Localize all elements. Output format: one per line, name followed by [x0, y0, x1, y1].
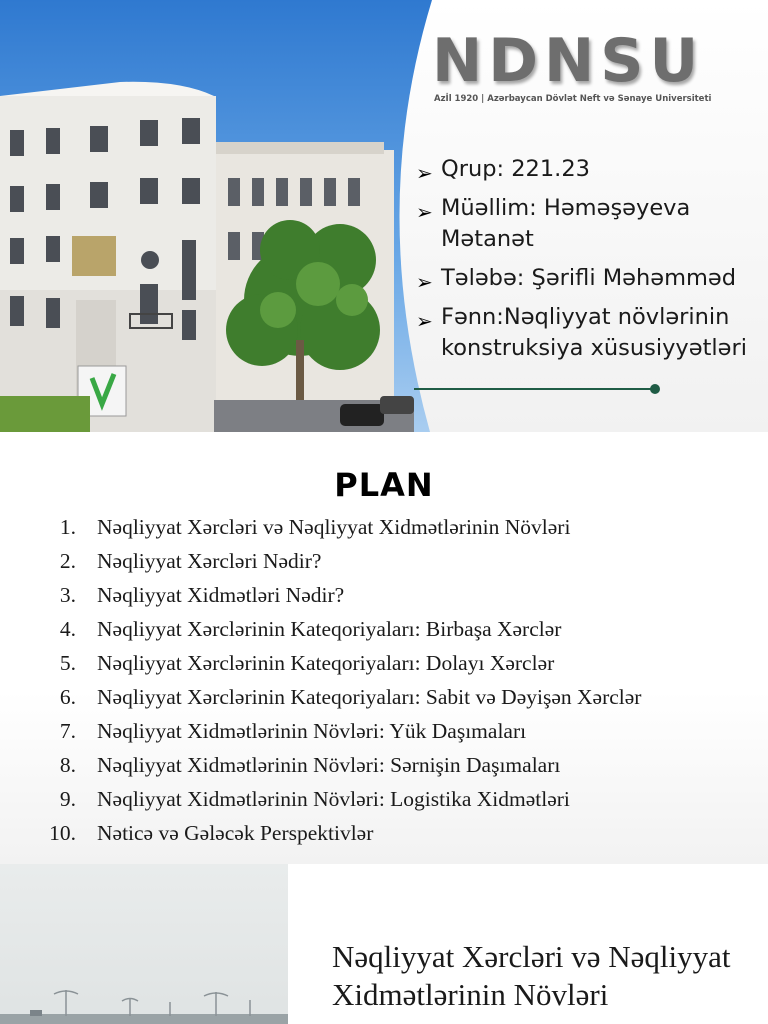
plan-item [40, 680, 740, 714]
section-title: Nəqliyyat Xərcləri və Nəqliyyat Xidmətlərinin Növləri [332, 939, 731, 1012]
arrow-right-icon: ➢ [416, 309, 433, 333]
logo-subtitle: Azİl 1920 | Azərbaycan Dövlət Neft və Sənaye Universiteti [434, 94, 712, 104]
section-slide [0, 864, 768, 1024]
plan-item [40, 714, 740, 748]
plan-item-text: Nəqliyyat Xidmətləri Nədir? [97, 583, 345, 607]
plan-item-text: Nəqliyyat Xidmətlərinin Növləri: Sərnişin Daşımaları [97, 753, 561, 777]
plan-item [40, 646, 740, 680]
plan-item-number: 10. [49, 821, 76, 845]
info-item-group [414, 154, 762, 185]
title-info-panel [0, 0, 768, 432]
plan-item-number: 4. [59, 617, 76, 641]
title-slide [0, 0, 768, 432]
highway-photo [0, 864, 288, 1024]
plan-item [40, 782, 740, 816]
plan-item-text: Nəqliyyat Xərcləri Nədir? [97, 549, 322, 573]
plan-item [40, 612, 740, 646]
info-text: Qrup: 221.23 [441, 156, 590, 182]
plan-item [40, 748, 740, 782]
plan-item [40, 510, 740, 544]
info-item-student [414, 263, 762, 294]
accent-dot [650, 384, 660, 394]
info-item-teacher [414, 193, 762, 255]
plan-item-text: Nəqliyyat Xidmətlərinin Növləri: Logistika Xidmətləri [97, 787, 570, 811]
plan-item [40, 816, 740, 850]
plan-item-text: Nəticə və Gələcək Perspektivlər [97, 821, 374, 845]
plan-item-text: Nəqliyyat Xərclərinin Kateqoriyaları: Sabit və Dəyişən Xərclər [97, 685, 642, 709]
plan-list [40, 510, 740, 850]
info-text: Tələbə: Şərifli Məhəmməd [441, 265, 737, 291]
student-info-list [414, 154, 762, 372]
logo-wordmark: NDNSU [432, 26, 705, 96]
info-text: Fənn:Nəqliyyat növlərinin konstruksiya xüsusiyyətləri [441, 304, 747, 361]
info-text: Müəllim: Həməşəyeva Mətanət [441, 195, 691, 252]
arrow-right-icon: ➢ [416, 161, 433, 185]
plan-item [40, 544, 740, 578]
plan-item-number: 2. [59, 549, 76, 573]
arrow-right-icon: ➢ [416, 200, 433, 224]
accent-divider [414, 388, 654, 390]
plan-title: PLAN [334, 466, 434, 504]
arrow-right-icon: ➢ [416, 270, 433, 294]
plan-item-text: Nəqliyyat Xidmətlərinin Növləri: Yük Daşımaları [97, 719, 527, 743]
university-logo [432, 26, 748, 114]
plan-item-number: 1. [59, 515, 76, 539]
plan-item-text: Nəqliyyat Xərcləri və Nəqliyyat Xidmətlərinin Növləri [97, 515, 571, 539]
plan-item-text: Nəqliyyat Xərclərinin Kateqoriyaları: Dolayı Xərclər [97, 651, 555, 675]
plan-item-number: 6. [59, 685, 76, 709]
info-item-subject [414, 302, 762, 364]
plan-item-text: Nəqliyyat Xərclərinin Kateqoriyaları: Birbaşa Xərclər [97, 617, 562, 641]
plan-item-number: 9. [59, 787, 76, 811]
plan-slide [0, 432, 768, 864]
plan-item-number: 7. [59, 719, 76, 743]
plan-item-number: 8. [59, 753, 76, 777]
plan-item-number: 5. [59, 651, 76, 675]
plan-item [40, 578, 740, 612]
plan-item-number: 3. [59, 583, 76, 607]
